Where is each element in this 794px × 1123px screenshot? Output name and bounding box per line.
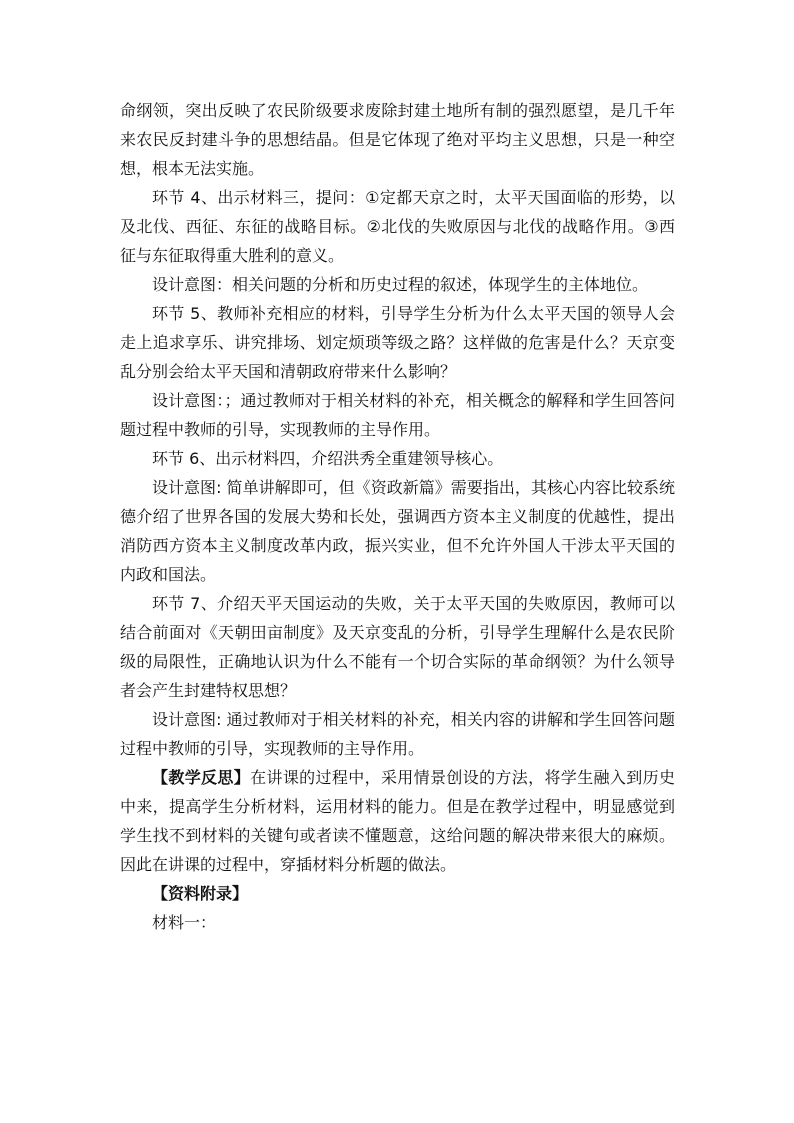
paragraph-step-6: 环节 6、出示材料四，介绍洪秀全重建领导核心。	[152, 449, 504, 468]
appendix-heading-label: 【资料附录】	[152, 884, 249, 903]
paragraph-step-7: 环节 7、介绍天平天国运动的失败，关于太平天国的失败原因，教师可以结合前面对《天朝田亩制度》及天京变乱的分析，引导学生理解什么是农民阶级的局限性，正确地认识为什么不能有一个切合实际的革命纲领？为什么领导者会产生封建特权思想？	[120, 594, 675, 700]
paragraph-continuation: 命纲领，突出反映了农民阶级要求废除封建土地所有制的强烈愿望，是几千年来农民反封建斗争的思想结晶。但是它体现了绝对平均主义思想，只是一种空想，根本无法实施。	[120, 101, 675, 178]
paragraph-design-intent-4: 设计意图：相关问题的分析和历史过程的叙述，体现学生的主体地位。	[152, 275, 649, 294]
paragraph-appendix-heading	[120, 879, 675, 908]
paragraph-design-intent-7: 设计意图: 通过教师对于相关材料的补充，相关内容的讲解和学生回答问题过程中教师的引导，实现教师的主导作用。	[120, 710, 675, 758]
paragraph-teaching-reflection	[120, 763, 675, 879]
teaching-reflection-text: 在讲课的过程中，采用情景创设的方法，将学生融入到历史中来，提高学生分析材料，运用材料的能力。但是在教学过程中，明显感觉到学生找不到材料的关键句或者读不懂题意，这给问题的解决带来很大的麻烦。因此在讲课的过程中，穿插材料分析题的做法。	[120, 768, 675, 874]
teaching-reflection-label: 【教学反思】	[152, 768, 251, 787]
paragraph-design-intent-6: 设计意图: 简单讲解即可，但《资政新篇》需要指出，其核心内容比较系统德介绍了世界各国的发展大势和长处，强调西方资本主义制度的优越性，提出消防西方资本主义制度改革内政，振兴实业，但不允许外国人干涉太平天国的内政和国法。	[120, 478, 675, 584]
document-body	[120, 96, 675, 937]
paragraph-step-4: 环节 4、出示材料三，提问：①定都天京之时，太平天国面临的形势，以及北伐、西征、东征的战略目标。②北伐的失败原因与北伐的战略作用。③西征与东征取得重大胜利的意义。	[120, 188, 675, 265]
paragraph-material-one: 材料一：	[152, 913, 217, 932]
paragraph-step-5: 环节 5、教师补充相应的材料，引导学生分析为什么太平天国的领导人会走上追求享乐、讲究排场、划定烦琐等级之路？这样做的危害是什么？天京变乱分别会给太平天国和清朝政府带来什么影响？	[120, 304, 675, 381]
paragraph-design-intent-5: 设计意图：；通过教师对于相关材料的补充，相关概念的解释和学生回答问题过程中教师的引导，实现教师的主导作用。	[120, 391, 675, 439]
